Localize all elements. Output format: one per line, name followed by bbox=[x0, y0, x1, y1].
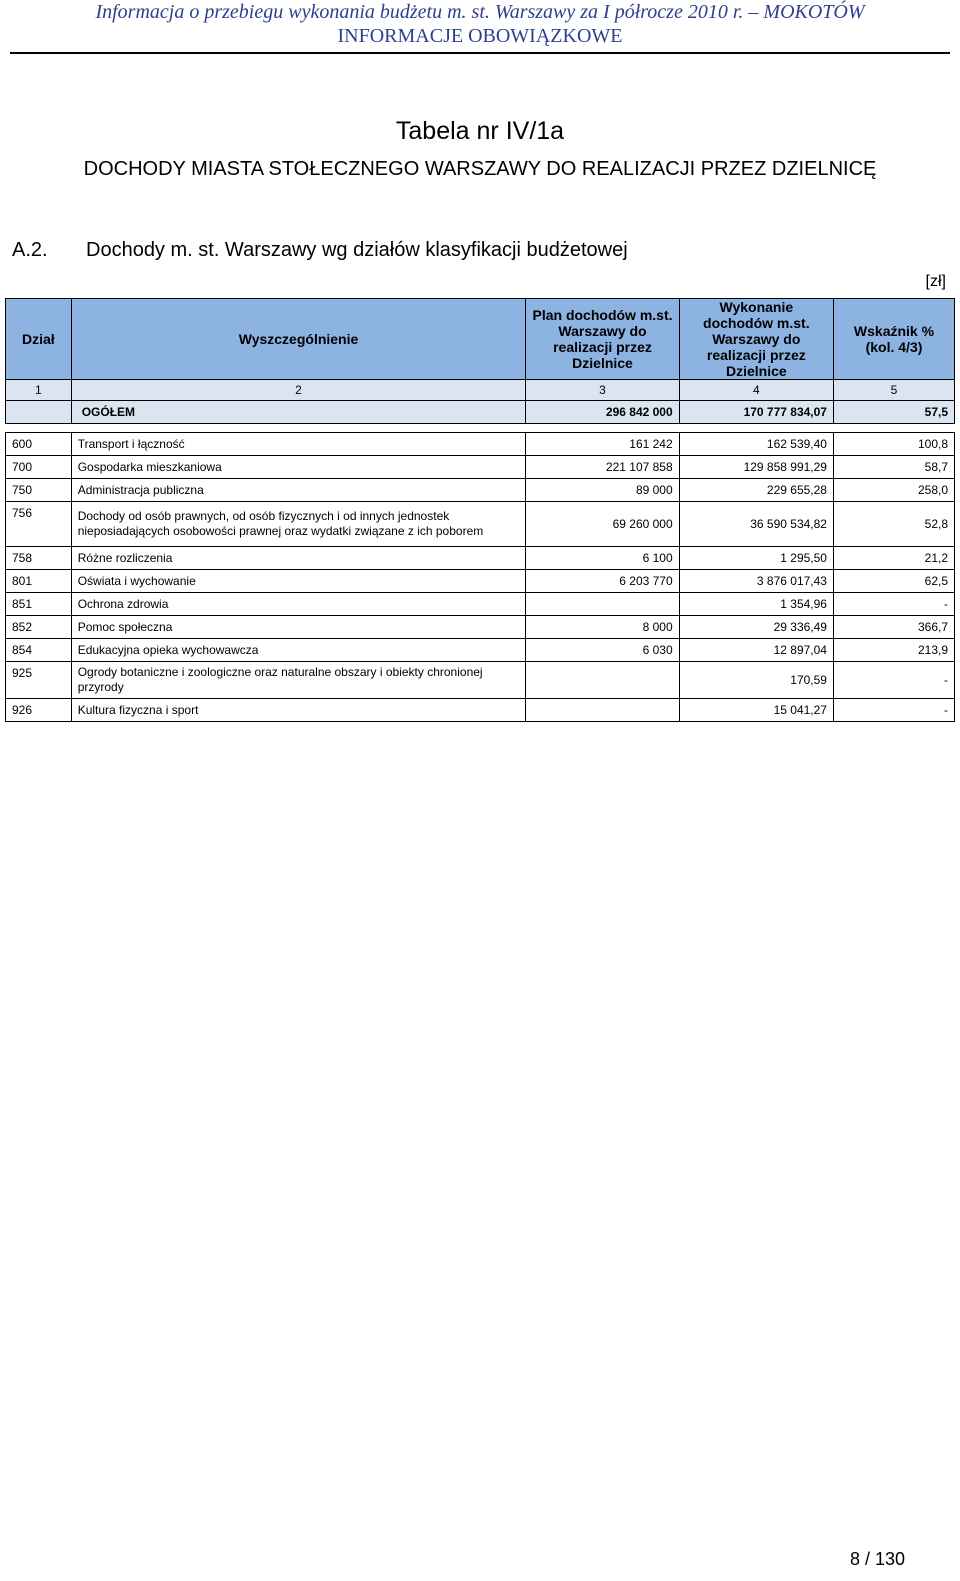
table-row bbox=[6, 639, 955, 662]
header-wskaznik: Wskaźnik % (kol. 4/3) bbox=[833, 299, 954, 380]
row-plan bbox=[526, 699, 679, 722]
row-wskaznik: 62,5 bbox=[833, 570, 954, 593]
row-plan bbox=[526, 662, 679, 699]
row-wskaznik: 258,0 bbox=[833, 479, 954, 502]
spacer-row bbox=[6, 424, 955, 433]
row-dzial: 756 bbox=[6, 502, 72, 547]
row-nazwa: Pomoc społeczna bbox=[71, 616, 526, 639]
unit-label: [zł] bbox=[925, 273, 946, 290]
row-wykonanie: 162 539,40 bbox=[679, 433, 833, 456]
total-label: OGÓŁEM bbox=[71, 401, 526, 424]
table-row bbox=[6, 547, 955, 570]
row-wykonanie: 29 336,49 bbox=[679, 616, 833, 639]
row-nazwa: Gospodarka mieszkaniowa bbox=[71, 456, 526, 479]
total-plan: 296 842 000 bbox=[526, 401, 679, 424]
row-nazwa: Różne rozliczenia bbox=[71, 547, 526, 570]
row-plan: 221 107 858 bbox=[526, 456, 679, 479]
row-dzial: 925 bbox=[6, 662, 72, 699]
header-wyszczegolnienie: Wyszczególnienie bbox=[71, 299, 526, 380]
header-divider bbox=[10, 52, 950, 54]
header-dzial: Dział bbox=[6, 299, 72, 380]
total-wykonanie: 170 777 834,07 bbox=[679, 401, 833, 424]
table-row bbox=[6, 456, 955, 479]
row-plan: 6 100 bbox=[526, 547, 679, 570]
row-nazwa: Ochrona zdrowia bbox=[71, 593, 526, 616]
row-plan: 161 242 bbox=[526, 433, 679, 456]
row-dzial: 851 bbox=[6, 593, 72, 616]
row-wykonanie: 12 897,04 bbox=[679, 639, 833, 662]
row-plan bbox=[526, 593, 679, 616]
column-number: 5 bbox=[833, 380, 954, 401]
row-nazwa: Transport i łączność bbox=[71, 433, 526, 456]
row-plan: 69 260 000 bbox=[526, 502, 679, 547]
column-numbers-row bbox=[6, 380, 955, 401]
row-dzial: 700 bbox=[6, 456, 72, 479]
row-wskaznik: - bbox=[833, 593, 954, 616]
column-number: 1 bbox=[6, 380, 72, 401]
row-wykonanie: 1 295,50 bbox=[679, 547, 833, 570]
row-plan: 6 030 bbox=[526, 639, 679, 662]
row-wykonanie: 15 041,27 bbox=[679, 699, 833, 722]
row-dzial: 801 bbox=[6, 570, 72, 593]
row-wskaznik: 100,8 bbox=[833, 433, 954, 456]
total-wskaznik: 57,5 bbox=[833, 401, 954, 424]
row-dzial: 926 bbox=[6, 699, 72, 722]
table-title: Tabela nr IV/1a bbox=[395, 117, 565, 145]
section-title: Dochody m. st. Warszawy wg działów klasyfikacji budżetowej bbox=[86, 239, 628, 261]
table-row bbox=[6, 433, 955, 456]
total-row bbox=[6, 401, 955, 424]
row-wskaznik: - bbox=[833, 699, 954, 722]
section-number: A.2. bbox=[12, 239, 48, 261]
row-wykonanie: 229 655,28 bbox=[679, 479, 833, 502]
header-line-1: Informacja o przebiegu wykonania budżetu m. st. Warszawy za I półrocze 2010 r. – MOKOTÓW bbox=[95, 1, 865, 23]
row-wskaznik: 58,7 bbox=[833, 456, 954, 479]
row-nazwa: Ogrody botaniczne i zoologiczne oraz naturalne obszary i obiekty chronionej przyrody bbox=[71, 662, 526, 699]
header-wykonanie: Wykonanie dochodów m.st. Warszawy do realizacji przez Dzielnice bbox=[679, 299, 833, 380]
row-dzial: 600 bbox=[6, 433, 72, 456]
column-number: 3 bbox=[526, 380, 679, 401]
row-dzial: 852 bbox=[6, 616, 72, 639]
row-nazwa: Edukacyjna opieka wychowawcza bbox=[71, 639, 526, 662]
row-nazwa: Kultura fizyczna i sport bbox=[71, 699, 526, 722]
document-header bbox=[0, 0, 960, 48]
row-wskaznik: 21,2 bbox=[833, 547, 954, 570]
table-row bbox=[6, 502, 955, 547]
table-row bbox=[6, 479, 955, 502]
page-number: 8 / 130 bbox=[849, 1549, 905, 1569]
table-row bbox=[6, 699, 955, 722]
row-wykonanie: 1 354,96 bbox=[679, 593, 833, 616]
row-wskaznik: 213,9 bbox=[833, 639, 954, 662]
header-line-2: INFORMACJE OBOWIĄZKOWE bbox=[337, 25, 623, 47]
row-plan: 89 000 bbox=[526, 479, 679, 502]
table-row bbox=[6, 662, 955, 699]
row-wykonanie: 129 858 991,29 bbox=[679, 456, 833, 479]
row-nazwa: Oświata i wychowanie bbox=[71, 570, 526, 593]
row-wskaznik: 366,7 bbox=[833, 616, 954, 639]
table-row bbox=[6, 616, 955, 639]
row-wykonanie: 36 590 534,82 bbox=[679, 502, 833, 547]
budget-table bbox=[5, 298, 955, 722]
row-dzial: 750 bbox=[6, 479, 72, 502]
row-plan: 8 000 bbox=[526, 616, 679, 639]
table-row bbox=[6, 593, 955, 616]
row-wykonanie: 170,59 bbox=[679, 662, 833, 699]
table-subtitle: DOCHODY MIASTA STOŁECZNEGO WARSZAWY DO REALIZACJI PRZEZ DZIELNICĘ bbox=[83, 158, 877, 180]
row-wskaznik: 52,8 bbox=[833, 502, 954, 547]
row-wykonanie: 3 876 017,43 bbox=[679, 570, 833, 593]
row-dzial: 854 bbox=[6, 639, 72, 662]
row-nazwa: Administracja publiczna bbox=[71, 479, 526, 502]
row-dzial: 758 bbox=[6, 547, 72, 570]
table-row bbox=[6, 570, 955, 593]
column-number: 4 bbox=[679, 380, 833, 401]
row-wskaznik: - bbox=[833, 662, 954, 699]
total-code bbox=[6, 401, 72, 424]
row-plan: 6 203 770 bbox=[526, 570, 679, 593]
row-nazwa: Dochody od osób prawnych, od osób fizycznych i od innych jednostek nieposiadających osobowości prawnej oraz wydatki związane z ich poborem bbox=[71, 502, 526, 547]
header-plan: Plan dochodów m.st. Warszawy do realizacji przez Dzielnice bbox=[526, 299, 679, 380]
column-number: 2 bbox=[71, 380, 526, 401]
